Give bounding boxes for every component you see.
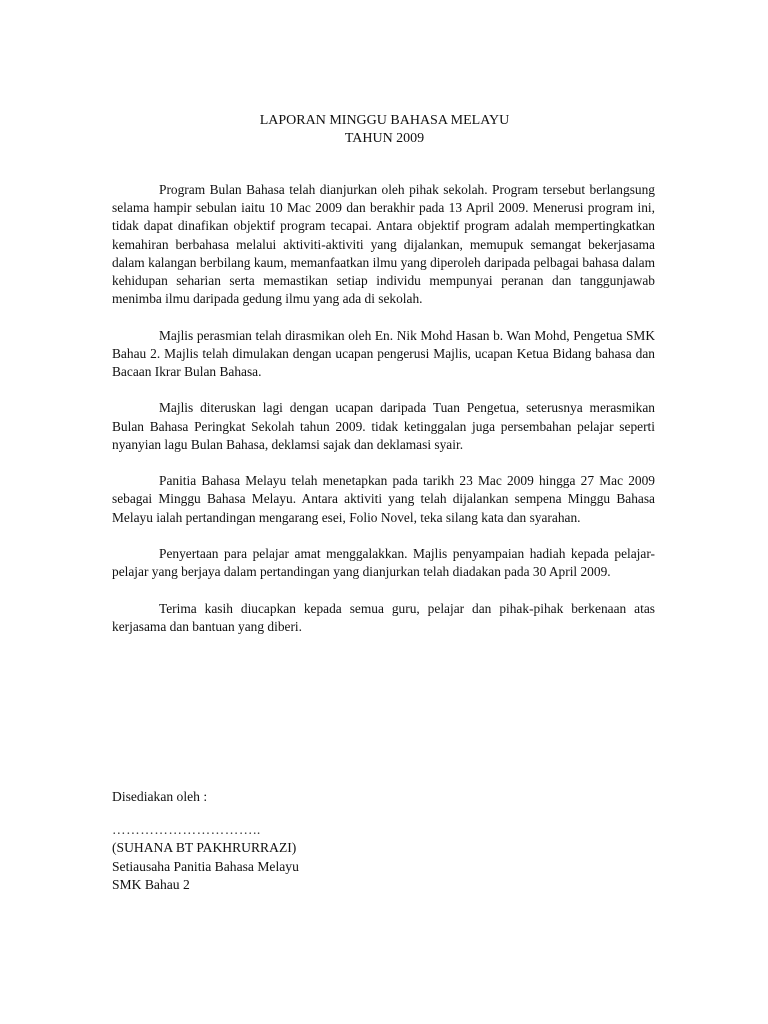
signatory-name: (SUHANA BT PAKHRURRAZI)	[112, 840, 297, 856]
signature-block	[112, 788, 512, 895]
signatory-school: SMK Bahau 2	[112, 877, 190, 893]
signature-dotted-line: …………………………..	[112, 821, 261, 837]
title-line-main: LAPORAN MINGGU BAHASA MELAYU	[259, 113, 510, 128]
paragraph-thanks: Terima kasih diucapkan kepada semua guru, pelajar dan pihak-pihak berkenaan atas kerjasama dan bantuan yang diberi.	[112, 600, 655, 634]
paragraph-activities: Panitia Bahasa Melayu telah menetapkan pada tarikh 23 Mac 2009 hingga 27 Mac 2009 sebagai Minggu Bahasa Melayu. Antara aktiviti yang telah dijalankan sempena Minggu Bahasa Melayu ialah pertandingan mengarang esei, Folio Novel, teka silang kata dan syarahan.	[112, 473, 655, 525]
paragraph-opening-ceremony: Majlis perasmian telah dirasmikan oleh En. Nik Mohd Hasan b. Wan Mohd, Pengetua SMK Bahau 2. Majlis telah dimulakan dengan ucapan pengerusi Majlis, ucapan Ketua Bidang bahasa dan Bacaan Ikrar Bulan Bahasa.	[112, 327, 655, 380]
paragraph-principal-speech: Majlis diteruskan lagi dengan ucapan daripada Tuan Pengetua, seterusnya merasmikan Bulan Bahasa Peringkat Sekolah tahun 2009. tidak ketinggalan juga persembahan pelajar seperti nyanyian lagu Bulan Bahasa, deklamsi sajak dan deklamasi syair.	[112, 400, 655, 452]
title-line-year: TAHUN 2009	[344, 131, 425, 146]
prepared-by-label: Disediakan oleh :	[112, 789, 208, 804]
report-body	[112, 181, 655, 636]
report-title	[112, 112, 657, 148]
paragraph-program-overview: Program Bulan Bahasa telah dianjurkan oleh pihak sekolah. Program tersebut berlangsung selama hampir sebulan iaitu 10 Mac 2009 dan berakhir pada 13 April 2009. Menerusi program ini, tidak dapat dinafikan objektif program tecapai. Antara objektif program adalah mempertingkatkan kemahiran berbahasa melalui aktiviti-aktiviti yang dijalankan, memupuk semangat bekerjasama dalam kalangan berbilang kaum, memanfaatkan ilmu yang diperoleh daripada pelbagai bahasa dalam kehidupan seharian serta memastikan setiap individu mempunyai peranan dan tanggunjawab menimba ilmu daripada gedung ilmu yang ada di sekolah.	[112, 182, 655, 307]
signature-gap	[112, 807, 512, 821]
signatory-position: Setiausaha Panitia Bahasa Melayu	[112, 858, 299, 874]
paragraph-participation: Penyertaan para pelajar amat menggalakkan. Majlis penyampaian hadiah kepada pelajar-pelajar yang berjaya dalam pertandingan yang dianjurkan telah diadakan pada 30 April 2009.	[112, 546, 655, 580]
